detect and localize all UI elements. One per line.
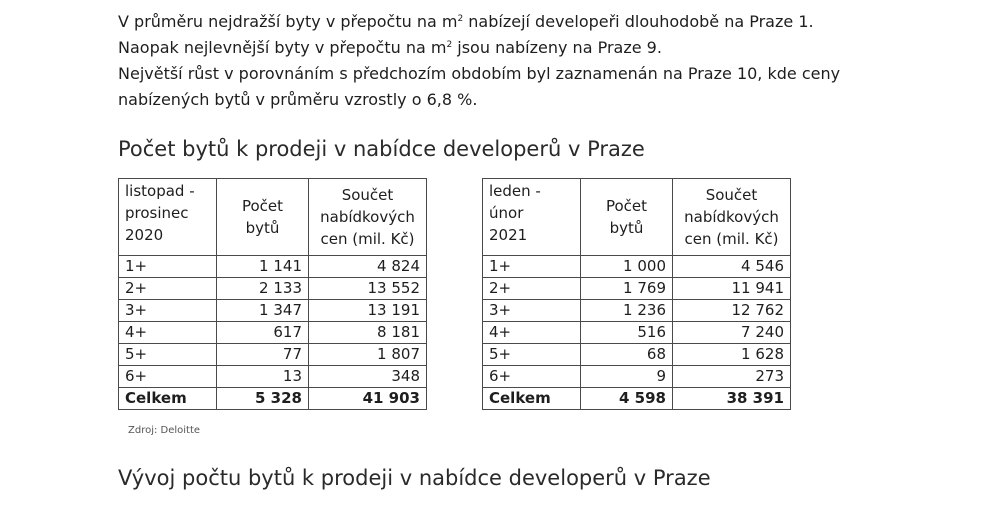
header-line: leden - [489, 182, 541, 200]
row-label: 6+ [119, 366, 217, 388]
total-label: Celkem [483, 388, 581, 410]
row-label: 3+ [483, 300, 581, 322]
row-count: 1 236 [581, 300, 673, 322]
total-row [119, 388, 427, 410]
row-sum: 348 [309, 366, 427, 388]
source-note: Zdroj: Deloitte [128, 425, 201, 436]
row-sum: 11 941 [673, 278, 791, 300]
section-heading: Vývoj počtu bytů k prodeji v nabídce developerů v Praze [118, 466, 711, 490]
sum-header [309, 179, 427, 256]
row-count: 1 769 [581, 278, 673, 300]
table-row [119, 366, 427, 388]
total-count: 4 598 [581, 388, 673, 410]
row-sum: 1 628 [673, 344, 791, 366]
row-label: 2+ [119, 278, 217, 300]
total-label: Celkem [119, 388, 217, 410]
data-table-jan-feb-2021 [482, 178, 791, 410]
total-row [483, 388, 791, 410]
intro-line-2-text: Naopak nejlevnější byty v přepočtu na m [118, 38, 447, 57]
intro-text [118, 9, 898, 113]
header-line: 2021 [489, 226, 528, 244]
intro-line-2-end: jsou nabízeny na Praze 9. [452, 38, 662, 57]
period-header [483, 179, 581, 256]
count-header [581, 179, 673, 256]
row-sum: 4 546 [673, 256, 791, 278]
row-label: 6+ [483, 366, 581, 388]
row-count: 68 [581, 344, 673, 366]
header-line: 2020 [125, 226, 164, 244]
header-line: bytů [609, 219, 644, 237]
total-count: 5 328 [217, 388, 309, 410]
table-row [483, 366, 791, 388]
row-sum: 13 191 [309, 300, 427, 322]
row-count: 516 [581, 322, 673, 344]
table-row [119, 322, 427, 344]
row-label: 4+ [119, 322, 217, 344]
section-heading: Počet bytů k prodeji v nabídce developerů v Praze [118, 137, 645, 161]
header-line: Počet [605, 197, 648, 215]
row-label: 1+ [119, 256, 217, 278]
row-label: 5+ [483, 344, 581, 366]
table-row [483, 344, 791, 366]
table-row [483, 278, 791, 300]
table-row [483, 322, 791, 344]
header-line: Součet [705, 186, 758, 204]
intro-line-1-text: V průměru nejdražší byty v přepočtu na m [118, 12, 458, 31]
table-header-row [483, 179, 791, 256]
header-line: nabídkových [320, 208, 415, 226]
row-label: 5+ [119, 344, 217, 366]
row-count: 1 141 [217, 256, 309, 278]
header-line: Počet [241, 197, 284, 215]
total-sum: 38 391 [673, 388, 791, 410]
row-count: 1 000 [581, 256, 673, 278]
header-line: bytů [245, 219, 280, 237]
superscript: 2 [457, 14, 464, 24]
row-count: 9 [581, 366, 673, 388]
row-label: 2+ [483, 278, 581, 300]
header-line: nabídkových [684, 208, 779, 226]
row-sum: 273 [673, 366, 791, 388]
count-header [217, 179, 309, 256]
table-row [483, 256, 791, 278]
table-row [119, 278, 427, 300]
row-sum: 4 824 [309, 256, 427, 278]
table-row [119, 344, 427, 366]
intro-line-4: nabízených bytů v průměru vzrostly o 6,8 %. [118, 90, 478, 109]
row-sum: 1 807 [309, 344, 427, 366]
table-row [483, 300, 791, 322]
period-header [119, 179, 217, 256]
table-header-row [119, 179, 427, 256]
intro-line-2 [118, 35, 898, 61]
sum-header [673, 179, 791, 256]
superscript: 2 [446, 40, 453, 50]
header-line: listopad - [125, 182, 195, 200]
header-line: cen (mil. Kč) [684, 230, 779, 248]
intro-line-1-end: nabízejí developeři dlouhodobě na Praze 1. [463, 12, 814, 31]
row-sum: 13 552 [309, 278, 427, 300]
row-label: 1+ [483, 256, 581, 278]
row-count: 1 347 [217, 300, 309, 322]
header-line: únor [489, 204, 524, 222]
row-label: 4+ [483, 322, 581, 344]
row-label: 3+ [119, 300, 217, 322]
data-table-nov-dec-2020 [118, 178, 427, 410]
table-row [119, 300, 427, 322]
row-sum: 7 240 [673, 322, 791, 344]
total-sum: 41 903 [309, 388, 427, 410]
row-sum: 12 762 [673, 300, 791, 322]
row-sum: 8 181 [309, 322, 427, 344]
table-row [119, 256, 427, 278]
header-line: Součet [341, 186, 394, 204]
intro-line-1 [118, 9, 898, 35]
header-line: cen (mil. Kč) [320, 230, 415, 248]
header-line: prosinec [125, 204, 189, 222]
row-count: 617 [217, 322, 309, 344]
row-count: 13 [217, 366, 309, 388]
row-count: 77 [217, 344, 309, 366]
intro-line-3: Největší růst v porovnáním s předchozím obdobím byl zaznamenán na Praze 10, kde ceny [118, 64, 841, 83]
row-count: 2 133 [217, 278, 309, 300]
